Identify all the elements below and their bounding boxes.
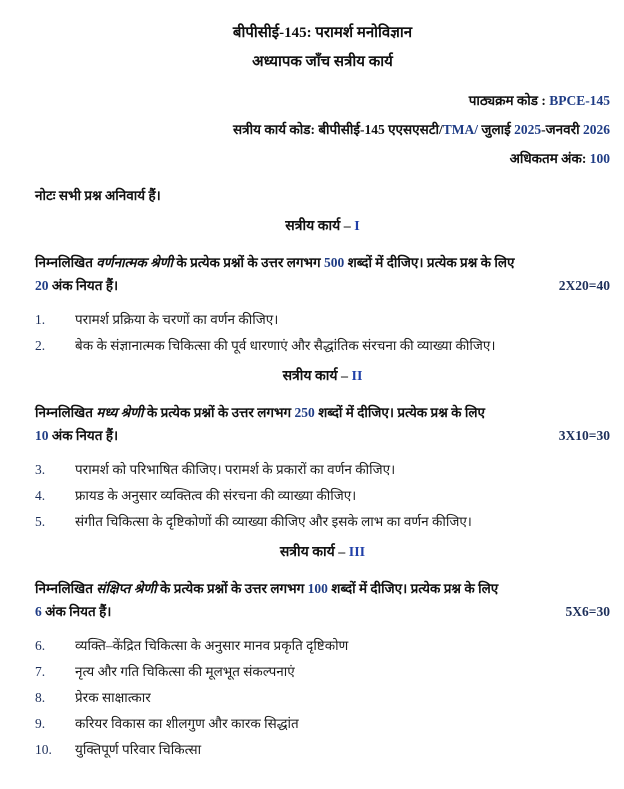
- assignment-code-line: [35, 120, 610, 138]
- document-title: बीपीसीई-145: परामर्श मनोविज्ञान: [232, 25, 413, 41]
- instruction-text: निम्नलिखित: [35, 581, 97, 596]
- question-item: [35, 487, 610, 504]
- question-item: [35, 741, 610, 758]
- marks-formula: 3X10=30: [558, 428, 610, 443]
- instruction-text: निम्नलिखित: [35, 405, 97, 420]
- question-item: [35, 637, 610, 654]
- word-count: 250: [294, 405, 315, 420]
- section-3-questions: [35, 637, 610, 758]
- question-number: 3.: [35, 462, 46, 477]
- question-item: [35, 311, 610, 328]
- question-item: [35, 663, 610, 680]
- instruction-text: निम्नलिखित: [35, 255, 97, 270]
- instruction-text: के प्रत्येक प्रश्नों के उत्तर लगभग: [143, 405, 295, 420]
- question-text: व्यक्ति–केंद्रित चिकित्सा के अनुसार मानव प्रकृति दृष्टिकोण: [75, 638, 349, 653]
- course-code-line: [35, 91, 610, 109]
- document-subtitle: अध्यापक जाँच सत्रीय कार्य: [252, 54, 393, 70]
- instruction-text: के प्रत्येक प्रश्नों के उत्तर लगभग: [156, 581, 308, 596]
- question-text: फ्रायड के अनुसार व्यक्तित्व की संरचना की व्याख्या कीजिए।: [75, 488, 357, 503]
- section-2-instruction-line1: [35, 404, 610, 421]
- question-item: [35, 689, 610, 706]
- max-marks-line: [35, 149, 610, 167]
- question-number: 9.: [35, 716, 46, 731]
- question-item: [35, 461, 610, 478]
- section-1-numeral: I: [354, 219, 360, 234]
- assignment-code-year-end: 2026: [583, 122, 610, 137]
- instruction-text: अंक नियत हैं।: [48, 278, 119, 293]
- marks-formula: 5X6=30: [565, 604, 610, 619]
- section-1-instructions: [35, 254, 610, 294]
- question-text: परामर्श को परिभाषित कीजिए। परामर्श के प्रकारों का वर्णन कीजिए।: [75, 462, 396, 477]
- section-2-heading: [35, 366, 610, 385]
- section-3-instruction-line2: [35, 603, 610, 620]
- assignment-code-label: सत्रीय कार्य कोड: बीपीसीई-145 एएसएसटी/: [233, 122, 443, 137]
- question-number: 1.: [35, 312, 46, 327]
- marks-per-question: [35, 277, 118, 294]
- instruction-text: शब्दों में दीजिए। प्रत्येक प्रश्न के लिए: [344, 255, 515, 270]
- max-marks-label: अधिकतम अंक:: [509, 151, 590, 166]
- question-number: 10.: [35, 742, 52, 757]
- marks-number: 6: [35, 604, 42, 619]
- assignment-code-tma: TMA/: [442, 122, 479, 137]
- section-1-heading: [35, 216, 610, 235]
- course-code-label: पाठ्यक्रम कोड :: [468, 93, 550, 108]
- instruction-text: शब्दों में दीजिए। प्रत्येक प्रश्न के लिए: [327, 581, 499, 596]
- question-item: [35, 337, 610, 354]
- max-marks-value: 100: [589, 151, 610, 166]
- question-text: करियर विकास का शीलगुण और कारक सिद्धांत: [75, 716, 299, 731]
- category-name: मध्य श्रेणी: [96, 405, 144, 420]
- section-1-heading-label: सत्रीय कार्य –: [285, 219, 355, 234]
- category-name: वर्णनात्मक श्रेणी: [96, 255, 173, 270]
- course-code-value: BPCE-145: [549, 93, 610, 108]
- instruction-text: शब्दों में दीजिए। प्रत्येक प्रश्न के लिए: [314, 405, 486, 420]
- note-text: नोटः सभी प्रश्न अनिवार्य हैं।: [35, 188, 161, 203]
- question-number: 2.: [35, 338, 46, 353]
- section-3-instructions: [35, 580, 610, 620]
- section-2-instructions: [35, 404, 610, 444]
- section-3-heading-label: सत्रीय कार्य –: [279, 545, 349, 560]
- marks-per-question: [35, 427, 118, 444]
- section-1-questions: [35, 311, 610, 354]
- assignment-code-separator: -जनवरी: [541, 122, 583, 137]
- question-number: 5.: [35, 514, 46, 529]
- question-text: युक्तिपूर्ण परिवार चिकित्सा: [75, 742, 202, 757]
- section-2-questions: [35, 461, 610, 530]
- assignment-code-month: जुलाई: [478, 122, 515, 137]
- question-number: 6.: [35, 638, 46, 653]
- section-1-instruction-line2: [35, 277, 610, 294]
- section-2-heading-label: सत्रीय कार्य –: [282, 369, 352, 384]
- marks-per-question: [35, 603, 111, 620]
- question-number: 4.: [35, 488, 46, 503]
- question-text: परामर्श प्रक्रिया के चरणों का वर्णन कीजिए।: [75, 312, 279, 327]
- question-item: [35, 715, 610, 732]
- instruction-text: अंक नियत हैं।: [48, 428, 119, 443]
- category-name: संक्षिप्त श्रेणी: [96, 581, 157, 596]
- section-3-heading: [35, 542, 610, 561]
- word-count: 100: [307, 581, 328, 596]
- question-text: संगीत चिकित्सा के दृष्टिकोणों की व्याख्या कीजिए और इसके लाभ का वर्णन कीजिए।: [75, 514, 472, 529]
- section-2-numeral: II: [351, 369, 363, 384]
- question-item: [35, 513, 610, 530]
- section-3-instruction-line1: [35, 580, 610, 597]
- section-2-instruction-line2: [35, 427, 610, 444]
- question-text: बेक के संज्ञानात्मक चिकित्सा की पूर्व धारणाएं और सैद्धांतिक संरचना की व्याख्या कीजिए।: [75, 338, 496, 353]
- marks-number: 10: [35, 428, 49, 443]
- instruction-text: के प्रत्येक प्रश्नों के उत्तर लगभग: [172, 255, 324, 270]
- marks-number: 20: [35, 278, 49, 293]
- marks-formula: 2X20=40: [558, 278, 610, 293]
- section-3-numeral: III: [348, 545, 366, 560]
- question-number: 7.: [35, 664, 46, 679]
- section-1-instruction-line1: [35, 254, 610, 271]
- assignment-code-year-start: 2025: [514, 122, 542, 137]
- question-text: नृत्य और गति चिकित्सा की मूलभूत संकल्पनाएं: [75, 664, 295, 679]
- word-count: 500: [323, 255, 345, 270]
- question-number: 8.: [35, 690, 46, 705]
- instruction-text: अंक नियत हैं।: [41, 604, 112, 619]
- question-text: प्रेरक साक्षात्कार: [75, 690, 151, 705]
